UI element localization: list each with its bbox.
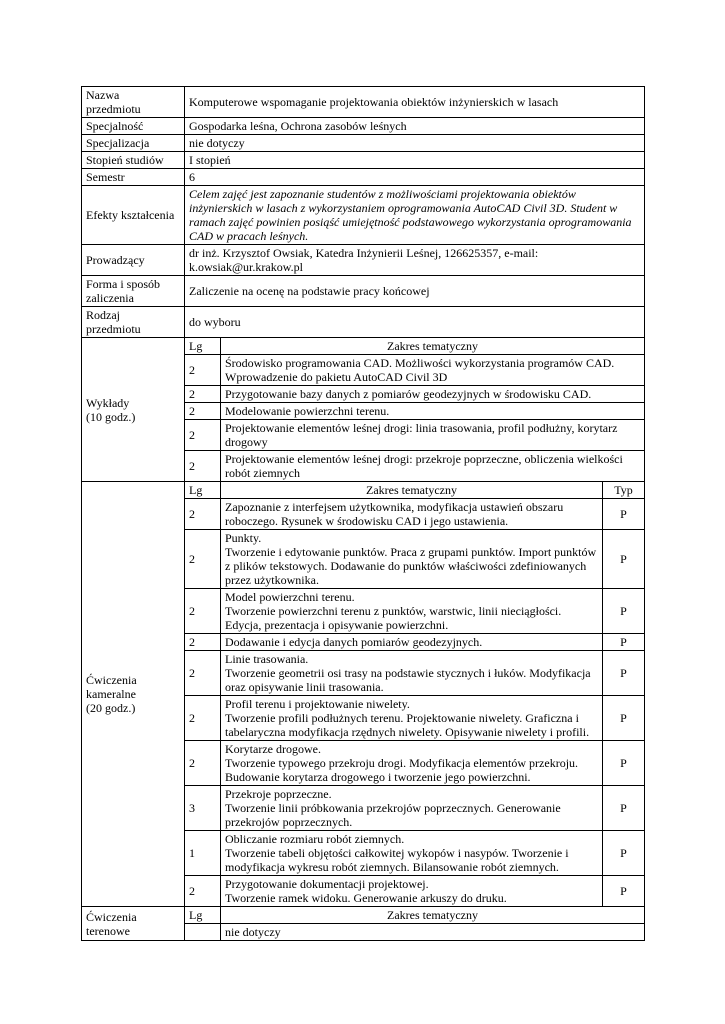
exercise-typ: P [603,530,645,589]
info-key: Nazwa przedmiotu [82,87,185,118]
info-row [82,307,645,338]
exercise-typ: P [603,786,645,831]
lecture-lg: 2 [185,420,221,451]
exercise-topic: Punkty. Tworzenie i edytowanie punktów. Praca z grupami punktów. Import punktów z plików tekstowych. Dodawanie do punktów właściwości zdefiniowanych przez użytkownika. [221,530,603,589]
field-value: nie dotyczy [221,924,645,941]
exercise-topic: Przygotowanie dokumentacji projektowej. Tworzenie ramek widoku. Generowanie arkuszy do druku. [221,876,603,907]
lectures-head-topic: Zakres tematyczny [221,338,645,355]
exercise-lg: 2 [185,876,221,907]
exercise-typ: P [603,589,645,634]
exercise-lg: 2 [185,741,221,786]
exercise-topic: Obliczanie rozmiaru robót ziemnych. Tworzenie tabeli objętości całkowitej wykopów i nasypów. Tworzenie i modyfikacja wykresu robót ziemnych. Bilansowanie robót ziemnych. [221,831,603,876]
exercise-topic: Zapoznanie z interfejsem użytkownika, modyfikacja ustawień obszaru roboczego. Rysunek w środowisku CAD i jego ustawienia. [221,499,603,530]
exercise-topic: Korytarze drogowe. Tworzenie typowego przekroju drogi. Modyfikacja elementów przekroju. Budowanie korytarza drogowego i tworzenie jego powierzchni. [221,741,603,786]
info-row [82,87,645,118]
info-row [82,135,645,152]
lecture-topic: Środowisko programowania CAD. Możliwości wykorzystania programów CAD. Wprowadzenie do pakietu AutoCAD Civil 3D [221,355,645,386]
lecture-lg: 2 [185,451,221,482]
info-key: Prowadzący [82,245,185,276]
exercise-typ: P [603,831,645,876]
lecture-lg: 2 [185,386,221,403]
exercises-head-typ: Typ [603,482,645,499]
exercise-lg: 2 [185,651,221,696]
exercises-head-topic: Zakres tematyczny [221,482,603,499]
info-value: do wyboru [185,307,645,338]
exercise-typ: P [603,696,645,741]
exercise-topic: Przekroje poprzeczne. Tworzenie linii próbkowania przekrojów poprzecznych. Generowanie przekrojów poprzecznych. [221,786,603,831]
exercises-label: Ćwiczenia kameralne (20 godz.) [82,482,185,907]
info-value: Celem zajęć jest zapoznanie studentów z możliwościami projektowania obiektów inżynierskich w lasach z wykorzystaniem oprogramowania AutoCAD Civil 3D. Student w ramach zajęć powinien posiąść umiejętność podstawowego wykorzystania oprogramowania CAD w pracach leśnych. [185,186,645,245]
exercise-typ: P [603,876,645,907]
info-row [82,186,645,245]
exercise-topic: Linie trasowania. Tworzenie geometrii osi trasy na podstawie stycznych i łuków. Modyfikacja oraz opisywanie linii trasowania. [221,651,603,696]
info-value: Gospodarka leśna, Ochrona zasobów leśnych [185,118,645,135]
lecture-topic: Projektowanie elementów leśnej drogi: linia trasowania, profil podłużny, korytarz drogowy [221,420,645,451]
info-value: I stopień [185,152,645,169]
exercise-typ: P [603,499,645,530]
info-row [82,152,645,169]
exercise-topic: Model powierzchni terenu. Tworzenie powierzchni terenu z punktów, warstwic, linii nieciągłości. Edycja, prezentacja i opisywanie powierzchni. [221,589,603,634]
exercise-lg: 2 [185,634,221,651]
info-value: Zaliczenie na ocenę na podstawie pracy końcowej [185,276,645,307]
info-value: Komputerowe wspomaganie projektowania obiektów inżynierskich w lasach [185,87,645,118]
field-label: Ćwiczenia terenowe [82,907,185,941]
exercise-lg: 2 [185,696,221,741]
exercise-typ: P [603,634,645,651]
exercise-typ: P [603,741,645,786]
info-row [82,169,645,186]
info-key: Stopień studiów [82,152,185,169]
lecture-topic: Modelowanie powierzchni terenu. [221,403,645,420]
lecture-topic: Projektowanie elementów leśnej drogi: przekroje poprzeczne, obliczenia wielkości robót ziemnych [221,451,645,482]
exercises-head-lg: Lg [185,482,221,499]
exercise-lg: 2 [185,530,221,589]
info-key: Rodzaj przedmiotu [82,307,185,338]
info-row [82,276,645,307]
exercise-topic: Profil terenu i projektowanie niwelety. Tworzenie profili podłużnych terenu. Projektowanie niwelety. Graficzna i tabelaryczna modyfikacja rzędnych niwelety. Opisywanie niwelety i profili. [221,696,603,741]
info-key: Specjalność [82,118,185,135]
exercise-lg: 1 [185,831,221,876]
info-key: Specjalizacja [82,135,185,152]
syllabus-table [81,86,645,941]
info-row [82,118,645,135]
info-value: nie dotyczy [185,135,645,152]
info-key: Efekty kształcenia [82,186,185,245]
info-row [82,245,645,276]
info-value: 6 [185,169,645,186]
exercise-lg: 2 [185,589,221,634]
lectures-label: Wykłady (10 godz.) [82,338,185,482]
lecture-lg: 2 [185,403,221,420]
info-key: Semestr [82,169,185,186]
exercise-topic: Dodawanie i edycja danych pomiarów geodezyjnych. [221,634,603,651]
course-syllabus [81,86,645,941]
info-key: Forma i sposób zaliczenia [82,276,185,307]
exercise-lg: 3 [185,786,221,831]
lecture-lg: 2 [185,355,221,386]
info-value: dr inż. Krzysztof Owsiak, Katedra Inżynierii Leśnej, 126625357, e-mail: k.owsiak@ur.krakow.pl [185,245,645,276]
field-lg-empty [185,924,221,941]
field-head-topic: Zakres tematyczny [221,907,645,924]
lecture-topic: Przygotowanie bazy danych z pomiarów geodezyjnych w środowisku CAD. [221,386,645,403]
field-head-lg: Lg [185,907,221,924]
exercise-typ: P [603,651,645,696]
exercise-lg: 2 [185,499,221,530]
lectures-head-lg: Lg [185,338,221,355]
